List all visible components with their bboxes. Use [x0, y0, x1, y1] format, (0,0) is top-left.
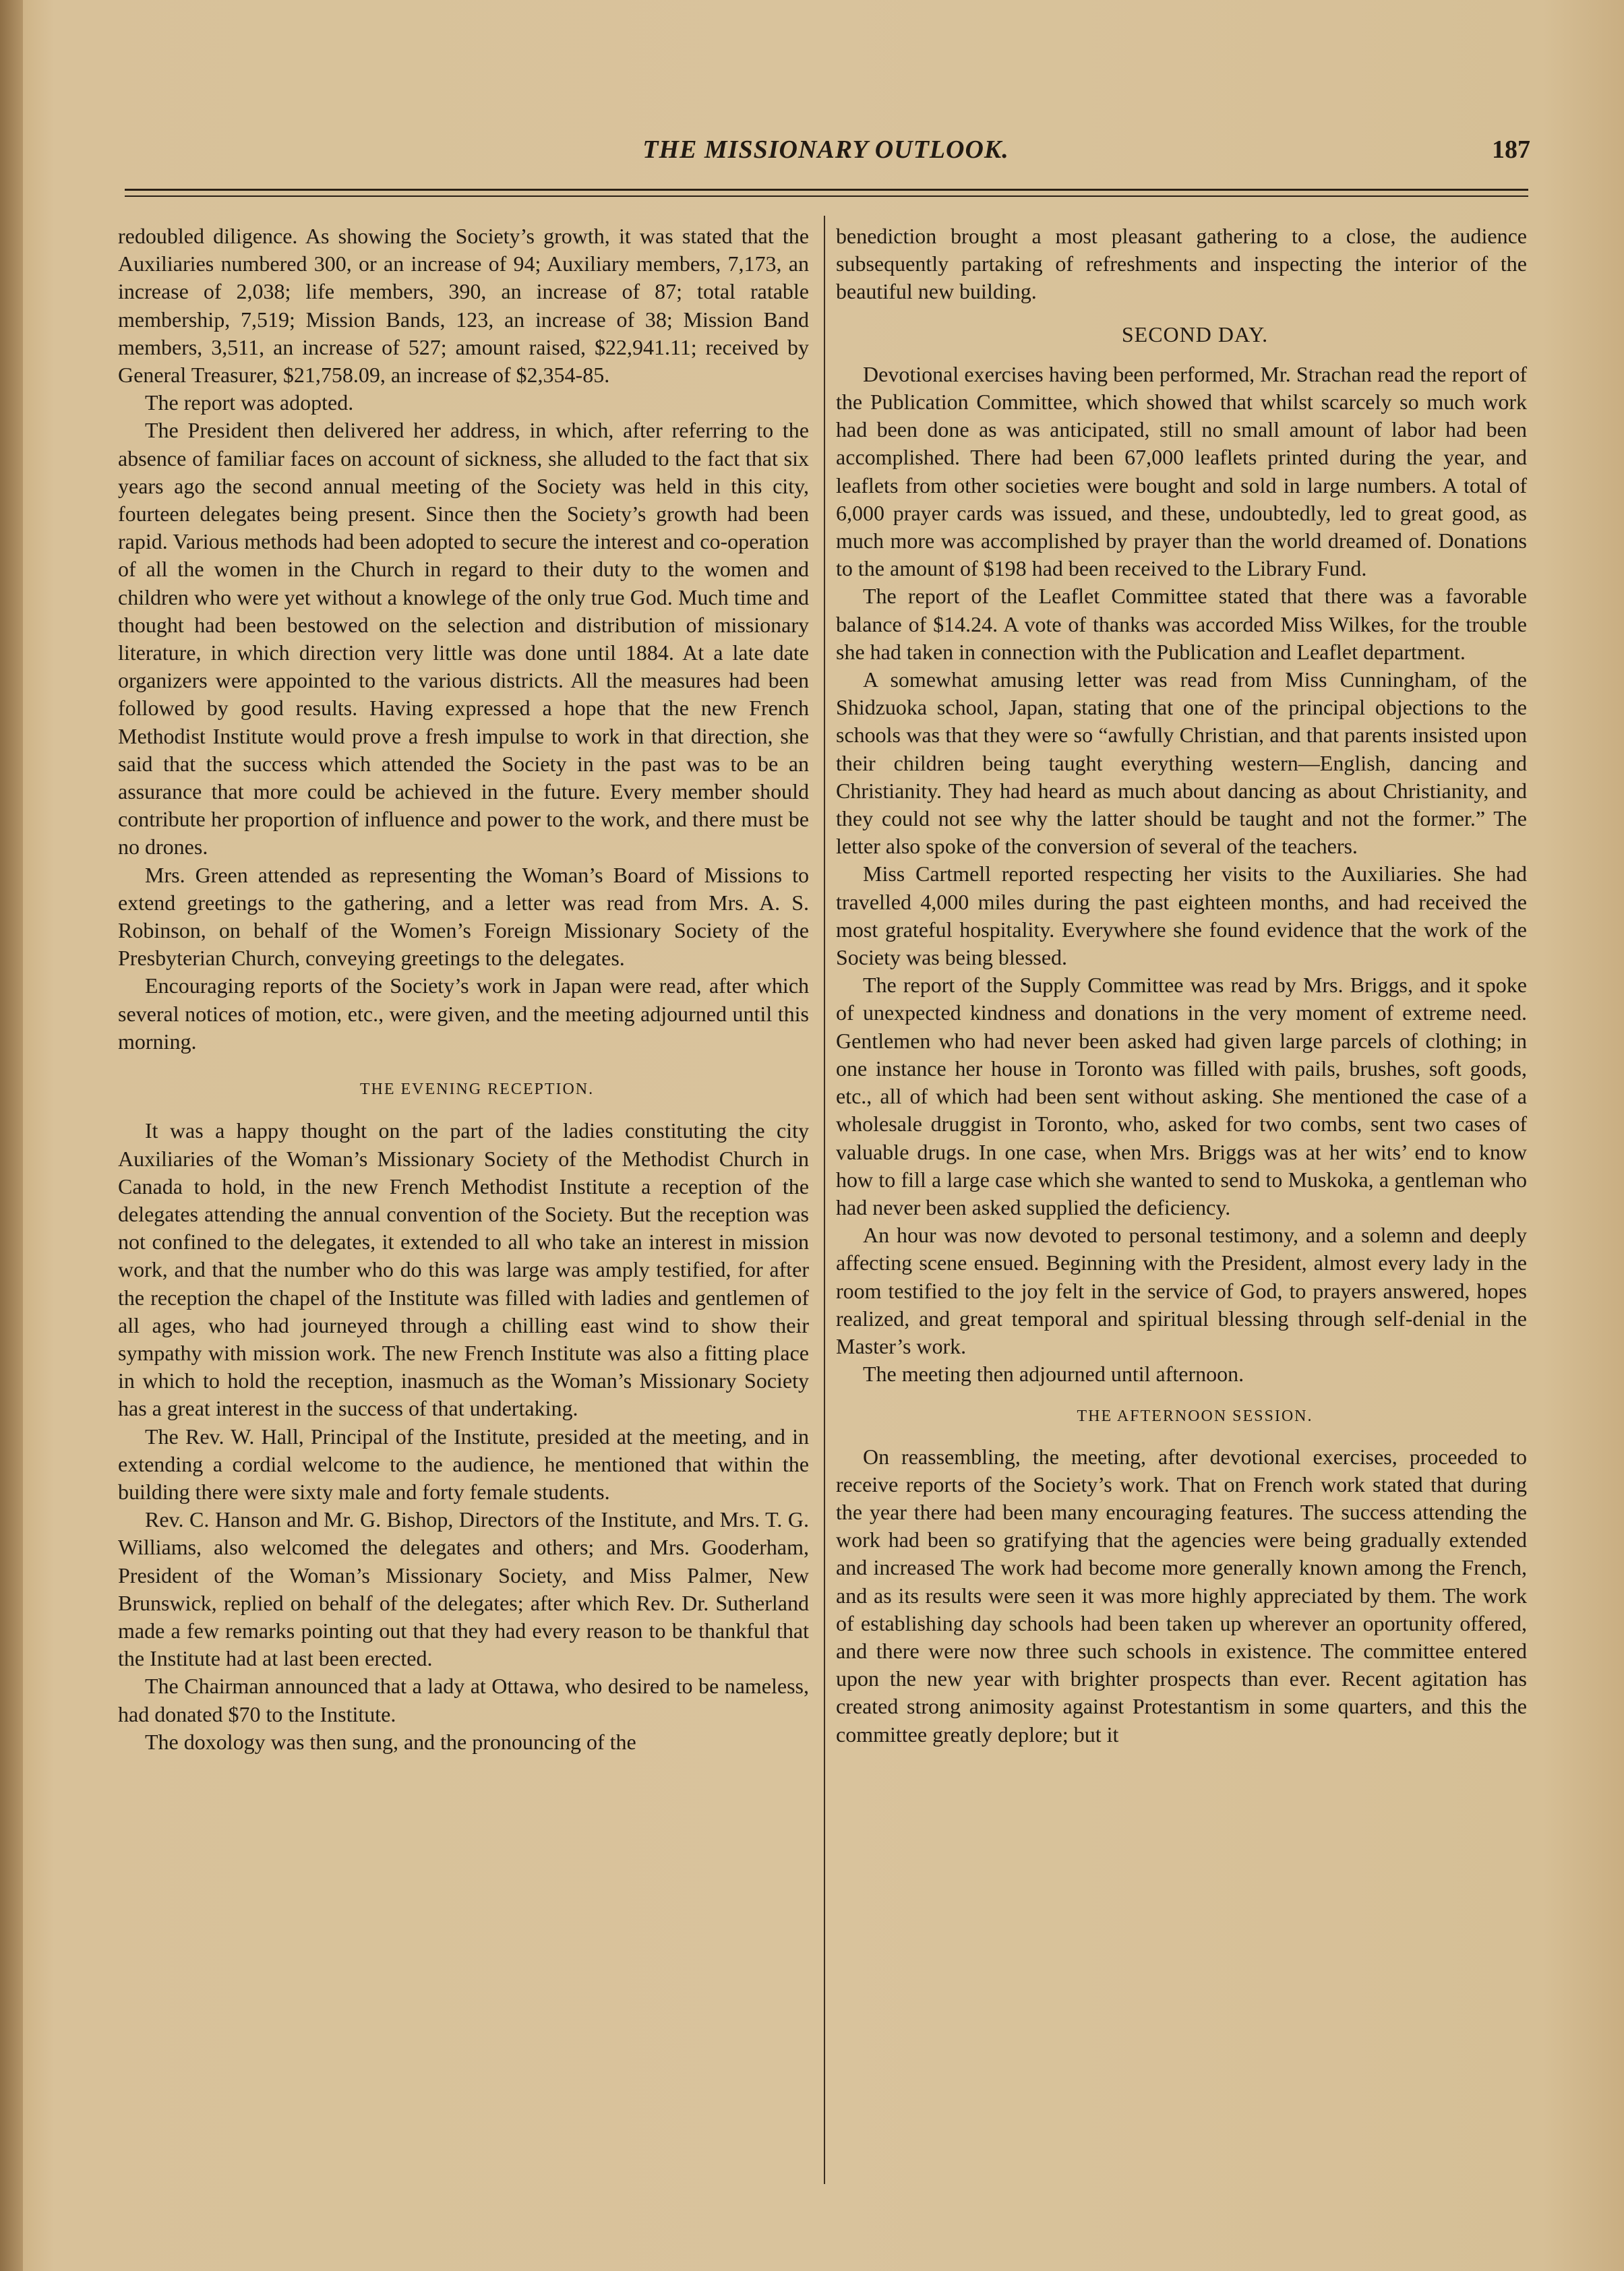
page-number: 187	[1492, 135, 1530, 164]
paragraph: Miss Cartmell reported respecting her visits to the Auxiliaries. She had travelled 4,000 miles during the past eighteen months, and had received the most grateful hospitality. Everywhere she found evidence that the work of the Society was being blessed.	[836, 861, 1527, 970]
binding-edge	[0, 0, 23, 2271]
paragraph: Mrs. Green attended as representing the Woman’s Board of Missions to extend greetings to the gathering, and a letter was read from Mrs. A. S. Robinson, on behalf of the Women’s Foreign Missionary Society of the Presbyterian Church, conveying greetings to the delegates.	[118, 862, 809, 971]
right-column	[836, 222, 1527, 1749]
section-heading-evening-reception: THE EVENING RECEPTION.	[359, 1081, 595, 1099]
left-column	[118, 222, 809, 1756]
paragraph: On reassembling, the meeting, after devotional exercises, proceeded to receive reports of the Society’s work. That on French work stated that during the year there had been many encouraging features. The success attending the work had been so gratifying that the agencies were being gradually extended and increased The work had become more generally known among the French, and as its results were seen it was more highly appreciated by them. The work of establishing day schools had been taken up wherever an oportunity offered, and there were now three such schools in existence. The committee entered upon the new year with brighter prospects than ever. Recent agitation has created strong animosity against Protestantism in some quarters, and this the committee greatly deplore; but it	[836, 1444, 1527, 1747]
paragraph: Devotional exercises having been performed, Mr. Strachan read the report of the Publication Committee, which showed that whilst scarcely so much work had been done as was anticipated, still no small amount of labor had been accomplished. There had been 67,000 leaflets printed during the year, and leaflets from other societies were bought and sold in large numbers. A total of 6,000 prayer cards was issued, and these, undoubtedly, led to great good, as much more was accomplished by prayer than the world dreamed of. Donations to the amount of $198 had been received to the Library Fund.	[836, 361, 1527, 581]
paragraph: The report of the Supply Committee was read by Mrs. Briggs, and it spoke of unexpected kindness and donations in the very moment of extreme need. Gentlemen who had never been asked had given large parcels of clothing; in one instance her house in Toronto was filled with pails, brushes, soft goods, etc., all of which had been sent without asking. She mentioned the case of a wholesale druggist in Toronto, who, asked for two combs, sent two cases of valuable drugs. In one case, when Mrs. Briggs was at her wits’ end to know how to fill a large case which she wanted to send to Muskoka, a gentleman who had never been asked supplied the deficiency.	[836, 973, 1527, 1219]
paragraph: A somewhat amusing letter was read from Miss Cunningham, of the Shidzuoka school, Japan, stating that one of the principal objections to the schools was that they were so “awfully Christian, and that parents insisted upon their children being taught everything western—English, dancing and Christianity. They had heard as much about dancing as about Christianity, and they could not see why the latter should be taught and not the former.” The letter also spoke of the conversion of several of the teachers.	[836, 667, 1527, 859]
section-heading-afternoon-session: THE AFTERNOON SESSION.	[1077, 1407, 1313, 1426]
paragraph: benediction brought a most pleasant gathering to a close, the audience subsequently partaking of refreshments and inspecting the interior of the beautiful new building.	[836, 224, 1527, 304]
paragraph: The Chairman announced that a lady at Ottawa, who desired to be nameless, had donated $70 to the Institute.	[118, 1674, 809, 1726]
section-heading-second-day: SECOND DAY.	[1121, 322, 1269, 346]
page-header	[121, 135, 1530, 175]
paragraph: Encouraging reports of the Society’s work in Japan were read, after which several notices of motion, etc., were given, and the meeting adjourned until this morning.	[118, 973, 809, 1054]
paragraph: The doxology was then sung, and the pronouncing of the	[145, 1729, 636, 1754]
paragraph: The meeting then adjourned until afternoon.	[863, 1362, 1244, 1387]
paragraph: Rev. C. Hanson and Mr. G. Bishop, Directors of the Institute, and Mrs. T. G. Williams, also welcomed the delegates and others; and Mrs. Gooderham, President of the Woman’s Missionary Society, and Miss Palmer, New Brunswick, replied on behalf of the delegates; after which Rev. Dr. Sutherland made a few remarks pointing out that they had every reason to be thankful that the Institute had at last been erected.	[118, 1507, 809, 1671]
column-divider	[824, 216, 825, 2184]
running-title: THE MISSIONARY OUTLOOK.	[642, 135, 1009, 164]
header-rule-thin	[125, 195, 1528, 197]
paragraph: The President then delivered her address, in which, after referring to the absence of familiar faces on account of sickness, she alluded to the fact that six years ago the second annual meeting of the Society was held in this city, fourteen delegates being present. Since then the Society’s growth had been rapid. Various methods had been adopted to secure the interest and co-operation of all the women in the Church in regard to their duty to the women and children who were yet without a knowlege of the only true God. Much time and thought had been bestowed on the selection and distribution of missionary literature, in which direction very little was done until 1884. At a late date organizers were appointed to the various districts. All the measures had been followed by good results. Having expressed a hope that the new French Methodist Institute would prove a fresh impulse to work in that direction, she said that the success which attended the Society in the past was to be an assurance that more could be achieved in the future. Every member should contribute her proportion of influence and power to the work, and there must be no drones.	[118, 418, 809, 859]
header-rule-thick	[125, 189, 1528, 191]
paragraph: redoubled diligence. As showing the Society’s growth, it was stated that the Auxiliaries numbered 300, or an increase of 94; Auxiliary members, 7,173, an increase of 2,038; life members, 390, an increase of 87; total ratable membership, 7,519; Mission Bands, 123, an increase of 38; Mission Band members, 3,511, an increase of 527; amount raised, $22,941.11; received by General Treasurer, $21,758.09, an increase of $2,354-85.	[118, 224, 809, 388]
paragraph: It was a happy thought on the part of the ladies constituting the city Auxiliaries of the Woman’s Missionary Society of the Methodist Church in Canada to hold, in the new French Methodist Institute a reception of the delegates attending the annual convention of the Society. But the reception was not confined to the delegates, it extended to all who take an interest in mission work, and that the number who do this was large was amply testified, for after the reception the chapel of the Institute was filled with ladies and gentlemen of all ages, who had journeyed through a chilling east wind to show their sympathy with mission work. The new French Institute was also a fitting place in which to hold the reception, inasmuch as the Woman’s Missionary Society has a great interest in the success of that undertaking.	[118, 1118, 809, 1421]
paragraph: The Rev. W. Hall, Principal of the Institute, presided at the meeting, and in extending a cordial welcome to the audience, he mentioned that within the building there were sixty male and forty female students.	[118, 1424, 809, 1504]
paragraph: The report of the Leaflet Committee stated that there was a favorable balance of $14.24. A vote of thanks was accorded Miss Wilkes, for the trouble she had taken in connection with the Publication and Leaflet department.	[836, 584, 1527, 664]
paragraph: An hour was now devoted to personal testimony, and a solemn and deeply affecting scene ensued. Beginning with the President, almost every lady in the room testified to the joy felt in the service of God, to prayers answered, hopes realized, and great temporal and spiritual blessing through self-denial in the Master’s work.	[836, 1223, 1527, 1358]
paragraph: The report was adopted.	[145, 390, 354, 415]
